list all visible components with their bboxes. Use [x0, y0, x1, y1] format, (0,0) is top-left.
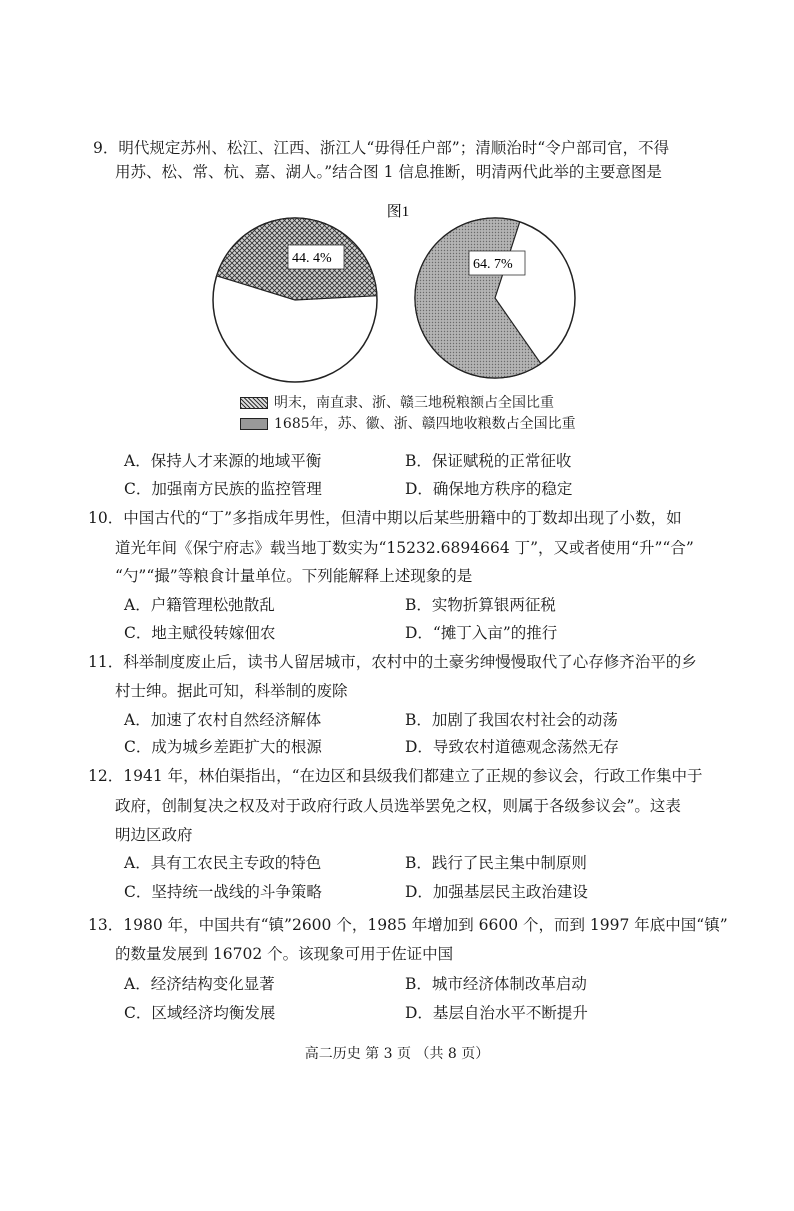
q13-option-d[interactable]: D．基层自治水平不断提升: [405, 1004, 588, 1022]
q12-option-c[interactable]: C．坚持统一战线的斗争策略: [124, 883, 322, 901]
q12-option-a[interactable]: A．具有工农民主专政的特色: [124, 854, 322, 872]
q10-option-d[interactable]: D．“摊丁入亩”的推行: [405, 624, 558, 642]
q13-option-b[interactable]: B．城市经济体制改革启动: [405, 975, 587, 993]
q10-option-b[interactable]: B．实物折算银两征税: [405, 596, 556, 614]
legend-item-1: 明末，南直隶、浙、赣三地税粮额占全国比重: [240, 394, 554, 412]
legend-item-2: 1685年，苏、徽、浙、赣四地收粮数占全国比重: [240, 415, 576, 433]
q9-option-d[interactable]: D．确保地方秩序的稳定: [405, 480, 573, 498]
q13-line2: 的数量发展到 16702 个。该现象可用于佐证中国: [115, 945, 454, 963]
q9-option-b[interactable]: B．保证赋税的正常征收: [405, 452, 572, 470]
pie-1-value-label: 44. 4%: [292, 251, 332, 266]
q9-line2: 用苏、松、常、杭、嘉、湖人。”结合图 1 信息推断，明清两代此举的主要意图是: [115, 163, 662, 181]
q11-option-b[interactable]: B．加剧了我国农村社会的动荡: [405, 711, 618, 729]
q10-number: 10．: [88, 509, 124, 527]
q13-number: 13．: [88, 916, 124, 934]
q9-number: 9．: [93, 139, 119, 157]
gray-swatch-icon: [240, 418, 268, 430]
q12-line2: 政府，创制复决之权及对于政府行政人员选举罢免之权，则属于各级参议会”。这表: [115, 797, 681, 815]
q9-option-c[interactable]: C．加强南方民族的监控管理: [124, 480, 322, 498]
figure-title: 图1: [386, 204, 410, 220]
q12-option-b[interactable]: B．践行了民主集中制原则: [405, 854, 587, 872]
q13-option-c[interactable]: C．区域经济均衡发展: [124, 1004, 276, 1022]
q10-option-a[interactable]: A．户籍管理松弛散乱: [124, 596, 275, 614]
q13-line1: 13．1980 年，中国共有“镇”2600 个，1985 年增加到 6600 个，而到 1997 年底中国“镇”: [88, 916, 728, 934]
q9-option-a[interactable]: A．保持人才来源的地域平衡: [124, 452, 322, 470]
q9-line1: 9．明代规定苏州、松江、江西、浙江人“毋得任户部”；清顺治时“令户部司官，不得: [93, 139, 670, 157]
q11-option-c[interactable]: C．成为城乡差距扩大的根源: [124, 738, 322, 756]
q12-option-d[interactable]: D．加强基层民主政治建设: [405, 883, 588, 901]
hatch-swatch-icon: [240, 397, 268, 409]
q11-option-d[interactable]: D．导致农村道德观念荡然无存: [405, 738, 619, 756]
page-footer: 高二历史 第 3 页 （共 8 页）: [304, 1046, 490, 1062]
q10-option-c[interactable]: C．地主赋役转嫁佃农: [124, 624, 276, 642]
q11-line1: 11．科举制度废止后，读书人留居城市，农村中的土豪劣绅慢慢取代了心存修齐治平的乡: [88, 653, 697, 671]
q12-line3: 明边区政府: [115, 826, 193, 844]
pie-2-value-label: 64. 7%: [473, 257, 513, 272]
q12-number: 12．: [88, 767, 124, 785]
q12-line1: 12．1941 年，林伯渠指出，“在边区和县级我们都建立了正规的参议会，行政工作集中于: [88, 767, 703, 785]
q11-line2: 村士绅。据此可知，科举制的废除: [115, 682, 348, 700]
q10-line3: “勺”“撮”等粮食计量单位。下列能解释上述现象的是: [115, 567, 473, 585]
q11-option-a[interactable]: A．加速了农村自然经济解体: [124, 711, 322, 729]
q10-line1: 10．中国古代的“丁”多指成年男性，但清中期以后某些册籍中的丁数却出现了小数，如: [88, 509, 682, 527]
q10-line2: 道光年间《保宁府志》载当地丁数实为“15232.6894664 丁”，又或者使用“升”“合”: [115, 539, 694, 557]
q11-number: 11．: [88, 653, 124, 671]
q13-option-a[interactable]: A．经济结构变化显著: [124, 975, 275, 993]
